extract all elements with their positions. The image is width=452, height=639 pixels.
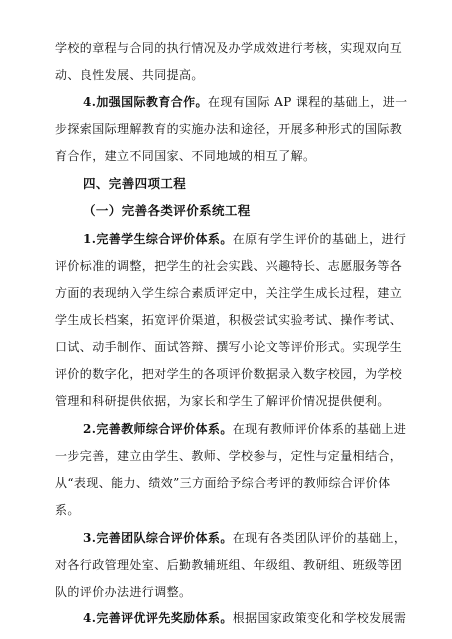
paragraph-text: 在原有学生评价的基础上，进行: [232, 232, 407, 246]
paragraph-line: 一步完善，建立由学生、教师、学校参与，定性与定量相结合，: [55, 449, 403, 463]
paragraph-first-line: [83, 94, 408, 110]
paragraph-text: 在现有教师评价体系的基础上进: [232, 422, 407, 436]
paragraph-line: 系。: [55, 503, 80, 517]
paragraph-first-line: [83, 231, 406, 247]
paragraph-lead-bold: 1.完善学生综合评价体系。: [83, 232, 233, 246]
paragraph-first-line: [83, 610, 406, 626]
paragraph-lead-bold: 4.加强国际教育合作。: [83, 95, 208, 109]
paragraph-line: 学生成长档案，拓宽评价渠道，积极尝试实验考试、操作考试、: [55, 313, 403, 327]
paragraph-lead-bold: 4.完善评优评先奖励体系。: [83, 611, 233, 625]
paragraph-line: 学校的章程与合同的执行情况及办学成效进行考核，实现双向互: [55, 41, 403, 55]
paragraph-line: 步探索国际理解教育的实施办法和途径，开展多种形式的国际教: [55, 122, 403, 136]
paragraph-line: 动、良性发展、共同提高。: [55, 68, 204, 82]
paragraph-line: 队的评价办法进行调整。: [55, 585, 192, 599]
paragraph-line: 育合作，建立不同国家、不同地域的相互了解。: [55, 149, 316, 163]
subsection-heading: （一）完善各类评价系统工程: [83, 203, 251, 218]
paragraph-line: 从“表现、能力、绩效”三方面给予综合考评的教师综合评价体: [55, 476, 391, 490]
section-heading: 四、完善四项工程: [83, 176, 187, 191]
paragraph-line: 口试、动手制作、面试答辩、撰写小论文等评价形式。实现学生: [55, 340, 403, 354]
paragraph-lead-bold: 3.完善团队综合评价体系。: [83, 531, 233, 545]
paragraph-text: 在现有各类团队评价的基础上，: [232, 531, 407, 545]
paragraph-line: 评价的数字化，把对学生的各项评价数据录入数字校园，为学校: [55, 367, 403, 381]
paragraph-line: 方面的表现纳入学生综合素质评定中，关注学生成长过程，建立: [55, 286, 403, 300]
paragraph-line: 管理和科研提供依据，为家长和学生了解评价情况提供便利。: [55, 394, 390, 408]
paragraph-first-line: [83, 530, 406, 546]
paragraph-lead-bold: 2.完善教师综合评价体系。: [83, 422, 233, 436]
paragraph-text: 在现有国际 AP 课程的基础上，进一: [207, 95, 408, 109]
paragraph-text: 根据国家政策变化和学校发展需: [232, 611, 407, 625]
paragraph-line: 评价标准的调整，把学生的社会实践、兴趣特长、志愿服务等各: [55, 259, 403, 273]
paragraph-line: 对各行政管理处室、后勤教辅班组、年级组、教研组、班级等团: [55, 558, 403, 572]
paragraph-first-line: [83, 421, 406, 437]
